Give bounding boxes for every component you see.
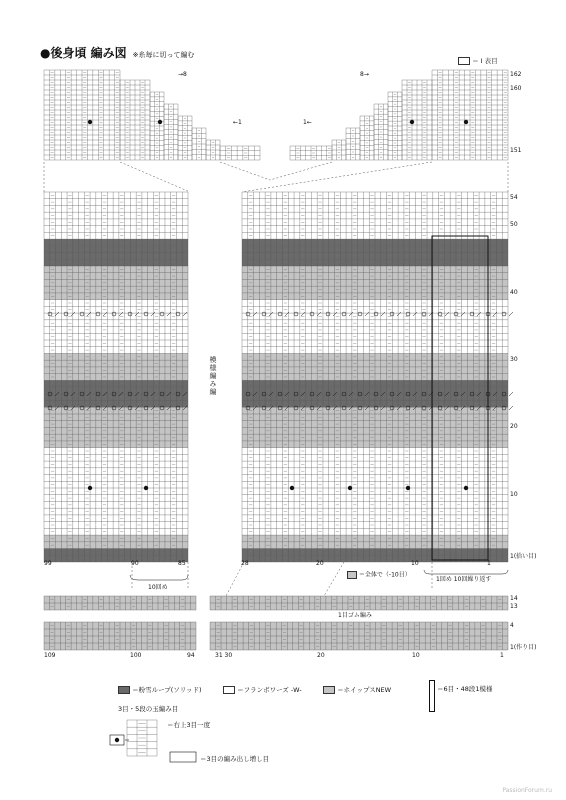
rib-label: 1目ゴム編み xyxy=(338,612,372,619)
center-vertical-label: 模様編み編 xyxy=(209,356,217,396)
top-left-step-6 xyxy=(220,146,260,160)
right-eyelet-row-0-yo xyxy=(502,312,506,316)
main-left-grid-band xyxy=(44,286,188,293)
main-left-grid-band xyxy=(44,549,188,556)
right-eyelet-row-0-yo xyxy=(278,312,282,316)
bobble-dot xyxy=(406,486,410,490)
top-right-step-1 xyxy=(388,92,402,160)
row-label-1-cast-on: 1(作り目) xyxy=(510,644,537,651)
bobble-dot xyxy=(464,486,468,490)
stitch-label-1: 1 xyxy=(487,560,491,567)
legend-white: ＝フランボワーズ -W- xyxy=(223,686,302,694)
title-note: ※糸毎に切って編む xyxy=(132,51,195,59)
repeat-bracket-right xyxy=(424,570,508,574)
right-eyelet-row-0-k2tog xyxy=(509,312,513,316)
row-label-20: 20 xyxy=(510,423,518,430)
connector-line xyxy=(270,162,332,180)
stitch-label-94: 94 xyxy=(187,652,195,659)
stitch-label-20: 20 xyxy=(316,560,324,567)
left-eyelet-row-0-yo xyxy=(128,312,132,316)
repeat-bracket-left xyxy=(130,575,188,580)
bobble-title: 3目・5段の玉編み目 xyxy=(118,705,179,713)
row-label-4: 4 xyxy=(510,622,514,629)
main-left-grid-band xyxy=(44,353,188,360)
right-eyelet-row-0-k2tog xyxy=(397,312,401,316)
right-eyelet-row-0-yo xyxy=(342,312,346,316)
right-eyelet-row-0-yo xyxy=(406,312,410,316)
main-left-grid-band xyxy=(44,535,188,542)
top-right-step-0 xyxy=(402,80,432,160)
left-eyelet-row-0-yo xyxy=(80,312,84,316)
stitch-label-10: 10 xyxy=(411,560,419,567)
right-eyelet-row-0-k2tog xyxy=(301,312,305,316)
main-left-grid-band xyxy=(44,374,188,381)
right-eyelet-row-0-k2tog xyxy=(365,312,369,316)
row-label-40: 40 xyxy=(510,289,518,296)
row-label-160: 160 xyxy=(510,85,522,92)
bobble-dot xyxy=(158,120,162,124)
stitch-label-1-bottom: 1 xyxy=(500,652,504,659)
row-label-50: 50 xyxy=(510,221,518,228)
main-left-grid-band xyxy=(44,360,188,367)
bobble-dot xyxy=(410,120,414,124)
decrease-symbol-icon xyxy=(347,571,357,579)
legend-dark: ＝粉雪ループ(ソリッド) xyxy=(118,686,202,694)
legend-repeat: ＝6目・48段1模様 xyxy=(437,685,493,693)
bobble-dot xyxy=(290,486,294,490)
left-eyelet-row-0-yo xyxy=(64,312,68,316)
right-eyelet-row-0-yo xyxy=(422,312,426,316)
gray-swatch-icon xyxy=(323,686,335,694)
main-left-grid-band xyxy=(44,246,188,253)
row-label-10: 10 xyxy=(510,491,518,498)
bobble-key-dot xyxy=(115,738,119,742)
bobble-dot xyxy=(464,120,468,124)
connector-line xyxy=(120,162,190,192)
row-label-30: 30 xyxy=(510,356,518,363)
increase-symbol-box xyxy=(170,752,196,762)
main-left-grid-band xyxy=(44,427,188,434)
main-left-grid-band xyxy=(44,266,188,273)
top-right-shoulder-grid xyxy=(432,70,508,160)
left-eyelet-row-0-k2tog xyxy=(87,312,91,316)
left-eyelet-row-0-k2tog xyxy=(151,312,155,316)
legend-gray: ＝ホイップスNEW xyxy=(323,686,391,694)
left-eyelet-row-0-k2tog xyxy=(119,312,123,316)
left-eyelet-row-0-yo xyxy=(144,312,148,316)
main-left-grid-band xyxy=(44,414,188,421)
bobble-line2: ＝3目の編み出し増し目 xyxy=(200,755,270,763)
repeat-label-right: 1回め 10回繰り返す xyxy=(436,576,492,583)
dark-swatch-icon xyxy=(118,686,130,694)
main-left-grid-band xyxy=(44,367,188,374)
row-label-151: 151 xyxy=(510,147,522,154)
bracket-line xyxy=(226,562,244,596)
left-eyelet-row-0-yo xyxy=(160,312,164,316)
main-left-grid-band xyxy=(44,441,188,448)
bobble-dot xyxy=(88,120,92,124)
arrow-left-mid: ←1 xyxy=(233,119,242,126)
right-eyelet-row-0-yo xyxy=(294,312,298,316)
bracket-line xyxy=(324,562,344,596)
top-left-step-0 xyxy=(120,80,150,160)
main-left-grid-band xyxy=(44,380,188,387)
main-left-grid-band xyxy=(44,273,188,280)
right-eyelet-row-0-k2tog xyxy=(413,312,417,316)
right-eyelet-row-0-yo xyxy=(374,312,378,316)
right-eyelet-row-1-k2tog xyxy=(509,392,513,396)
row-label-13: 13 xyxy=(510,603,518,610)
bobble-dot xyxy=(348,486,352,490)
right-eyelet-row-0-yo xyxy=(262,312,266,316)
arrow-right-mid: 1← xyxy=(303,119,312,126)
right-eyelet-row-0-k2tog xyxy=(333,312,337,316)
right-eyelet-row-0-yo xyxy=(326,312,330,316)
stitch-label-20-bottom: 20 xyxy=(317,652,325,659)
left-eyelet-row-0-k2tog xyxy=(103,312,107,316)
main-left-grid-band xyxy=(44,239,188,246)
top-right-step-6 xyxy=(290,146,332,160)
main-left-grid-band xyxy=(44,253,188,260)
left-eyelet-row-0-k2tog xyxy=(167,312,171,316)
left-eyelet-row-0-k2tog xyxy=(183,312,187,316)
page-title: ●後身頃 編み図 ※糸毎に切って編む xyxy=(40,46,195,60)
bobble-dot xyxy=(88,486,92,490)
stitch-label-109: 109 xyxy=(44,652,56,659)
right-eyelet-row-0-k2tog xyxy=(317,312,321,316)
right-eyelet-row-0-yo xyxy=(358,312,362,316)
stitch-label-90: 90 xyxy=(131,560,139,567)
decrease-note: ＝全体で（-10目） xyxy=(347,571,411,579)
main-left-grid-band xyxy=(44,542,188,549)
right-eyelet-row-0-yo xyxy=(246,312,250,316)
top-left-step-1 xyxy=(150,92,164,160)
main-left-grid-band xyxy=(44,279,188,286)
bobble-line1: ＝右上3目一度 xyxy=(167,721,211,729)
bobble-dot xyxy=(144,486,148,490)
right-eyelet-row-2-k2tog xyxy=(509,406,513,410)
stitch-label-10-bottom: 10 xyxy=(412,652,420,659)
right-eyelet-row-0-k2tog xyxy=(381,312,385,316)
left-eyelet-row-0-yo xyxy=(112,312,116,316)
repeat-bracket-icon xyxy=(429,680,435,712)
top-right-step-4 xyxy=(346,128,360,160)
main-left-grid-band xyxy=(44,293,188,300)
top-left-shoulder-grid xyxy=(44,70,120,160)
connector-line xyxy=(220,162,270,180)
arrow-left-top: →8 xyxy=(178,71,187,78)
stitch-label-28: 28 xyxy=(241,560,249,567)
top-left-step-5 xyxy=(206,140,220,160)
stitch-label-31-30: 31 30 xyxy=(215,652,233,659)
left-eyelet-row-0-k2tog xyxy=(71,312,75,316)
main-left-grid-band xyxy=(44,421,188,428)
row-label-162: 162 xyxy=(510,71,522,78)
stitch-label-85: 85 xyxy=(178,560,186,567)
stitch-key: ＝ Ⅰ 表目 xyxy=(458,57,498,65)
main-left-grid-band xyxy=(44,555,188,562)
row-label-14: 14 xyxy=(510,595,518,602)
left-eyelet-row-0-yo xyxy=(48,312,52,316)
top-left-step-4 xyxy=(192,128,206,160)
connector-line xyxy=(242,162,432,192)
left-eyelet-row-0-k2tog xyxy=(135,312,139,316)
right-eyelet-row-0-k2tog xyxy=(445,312,449,316)
row-label-1: 1(拾い目) xyxy=(510,553,537,560)
white-swatch-icon xyxy=(223,686,235,694)
main-left-grid-band xyxy=(44,434,188,441)
main-left-grid-band xyxy=(44,387,188,394)
footer-watermark: PassionForum.ru xyxy=(502,787,552,794)
row-label-54: 54 xyxy=(510,194,518,201)
stitch-label-99: 99 xyxy=(44,560,52,567)
left-eyelet-row-0-yo xyxy=(96,312,100,316)
arrow-right-top: 8→ xyxy=(360,71,369,78)
right-eyelet-row-0-yo xyxy=(310,312,314,316)
right-eyelet-row-0-yo xyxy=(390,312,394,316)
right-eyelet-row-0-k2tog xyxy=(349,312,353,316)
stitch-label-100: 100 xyxy=(130,652,142,659)
repeat-label-left: 10回め xyxy=(148,584,168,591)
main-left-grid-band xyxy=(44,259,188,266)
top-right-step-5 xyxy=(332,140,346,160)
